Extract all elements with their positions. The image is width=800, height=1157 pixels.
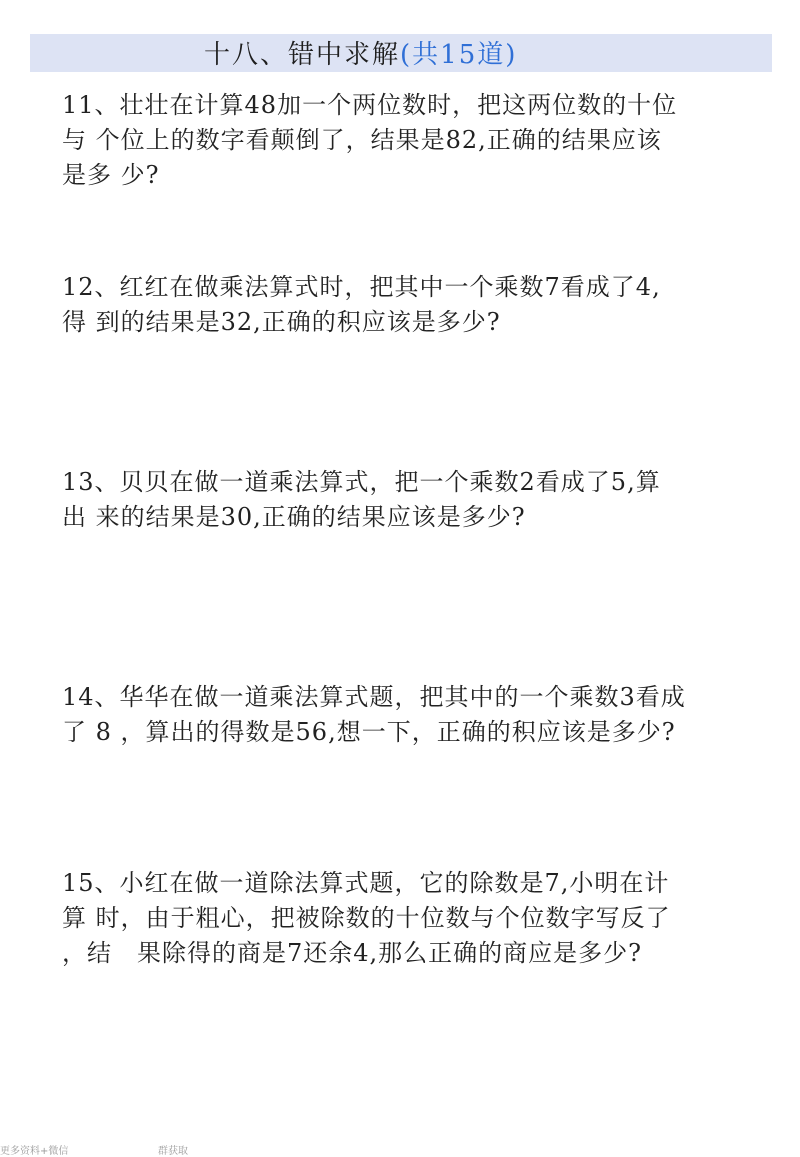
- problem-line: 12、红红在做乘法算式时，把其中一个乘数7看成了4,: [62, 273, 661, 301]
- section-title-count: (共15道): [400, 40, 518, 70]
- section-title: [204, 40, 517, 70]
- problem-line: 算 时，由于粗心，把被除数的十位数与个位数字写反了: [62, 904, 671, 932]
- problem-line: 与 个位上的数字看颠倒了，结果是82,正确的结果应该: [62, 126, 662, 154]
- problem-12: [62, 270, 738, 340]
- problem-11: [62, 88, 738, 193]
- footer-note-right: 群获取: [158, 1146, 188, 1157]
- problem-line: 11、壮壮在计算48加一个两位数时，把这两位数的十位: [62, 91, 678, 119]
- problem-line: ，结 果除得的商是7还余4,那么正确的商应是多少?: [62, 939, 643, 967]
- problem-line: 13、贝贝在做一道乘法算式，把一个乘数2看成了5,算: [62, 468, 661, 496]
- problem-line: 14、华华在做一道乘法算式题，把其中的一个乘数3看成: [62, 683, 686, 711]
- problem-line: 出 来的结果是30,正确的结果应该是多少?: [62, 503, 526, 531]
- problem-13: [62, 465, 738, 535]
- problem-line: 是多 少?: [62, 161, 160, 189]
- problem-15: [62, 866, 738, 971]
- problem-line: 15、小红在做一道除法算式题，它的除数是7,小明在计: [62, 869, 670, 897]
- problem-14: [62, 680, 738, 750]
- problem-line: 得 到的结果是32,正确的积应该是多少?: [62, 308, 501, 336]
- problem-line: 了 8 ，算出的得数是56,想一下，正确的积应该是多少?: [62, 718, 676, 746]
- section-title-text: 十八、错中求解: [204, 40, 401, 70]
- footer-note-left: 更多资料+微信: [0, 1146, 69, 1157]
